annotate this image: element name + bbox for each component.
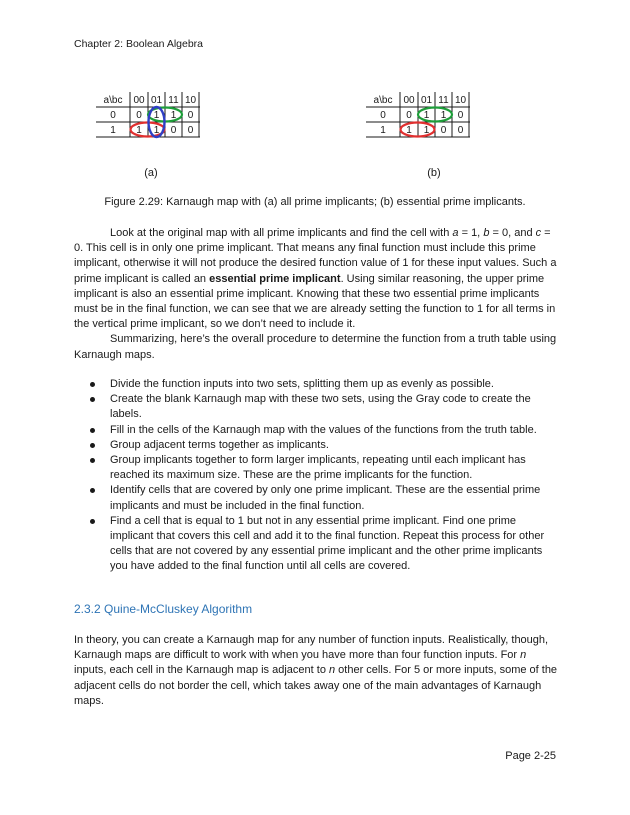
kmap-row-label: 1: [110, 125, 116, 136]
paragraph-quine-intro: [74, 633, 558, 709]
bullet-icon: [90, 382, 95, 387]
text-run: inputs, each cell in the Karnaugh map is adjacent to: [74, 664, 329, 677]
kmap-row-label: 0: [380, 110, 386, 121]
text-run: = 1,: [458, 227, 484, 239]
procedure-list: [74, 377, 558, 575]
list-item: [74, 423, 558, 438]
bullet-icon: [90, 443, 95, 448]
bullet-icon: [90, 488, 95, 493]
list-item-text: Group adjacent terms together as implicants.: [110, 438, 329, 451]
list-item: [74, 514, 558, 575]
kmap-cell: 0: [187, 110, 194, 121]
chapter-header: Chapter 2: Boolean Algebra: [74, 38, 204, 50]
list-item: [74, 377, 558, 392]
kmap-cell: 0: [170, 125, 177, 136]
bullet-icon: [90, 397, 95, 402]
kmap-cell: 1: [423, 110, 430, 121]
body-text-block: [74, 633, 558, 709]
kmap-b-grid: [366, 92, 476, 142]
paragraph-summary: Summarizing, here’s the overall procedure to determine the function from a truth table using Karnaugh maps.: [74, 333, 557, 361]
list-item-text: Identify cells that are covered by only one prime implicant. These are the essential prime implicants and must be included in the final function.: [110, 484, 541, 512]
list-item-text: Create the blank Karnaugh map with these two sets, using the Gray code to create the labels.: [110, 393, 531, 421]
kmap-cell: 0: [136, 110, 142, 121]
kmap-col-label: 01: [420, 95, 433, 106]
kmap-cell: 0: [457, 110, 464, 121]
section-heading: 2.3.2 Quine-McCluskey Algorithm: [74, 602, 253, 616]
kmap-a: [96, 92, 206, 142]
list-item-text: Find a cell that is equal to 1 but not in any essential prime implicant. Find one prime implicant that covers this cell and add it to the final function. Repeat this process for other cells that are not covered by any essential prime implicant and the other prime implicants you have added to the final function until all cells are covered.: [110, 514, 545, 573]
list-item-text: Divide the function inputs into two sets, splitting them up as evenly as possible.: [110, 378, 494, 390]
kmap-col-label: 10: [184, 95, 197, 106]
variable-n: n: [520, 649, 527, 662]
list-item: [74, 483, 558, 513]
kmap-cell: 1: [153, 125, 160, 136]
kmap-corner-label: a\bc: [103, 95, 123, 106]
kmap-col-label: 00: [403, 95, 415, 106]
kmap-col-label: 11: [438, 95, 449, 106]
variable-b: b: [483, 227, 490, 239]
list-item: [74, 453, 558, 483]
kmap-cell: 1: [170, 110, 177, 121]
kmap-cell: 0: [406, 110, 412, 121]
figure-sublabel-b: (b): [427, 167, 441, 179]
kmap-cell: 1: [136, 125, 142, 136]
kmap-cell: 1: [406, 125, 412, 136]
text-run: In theory, you can create a Karnaugh map for any number of function inputs. Realistically, though, Karnaugh maps are difficult to work with when you have more than four function inputs. For: [74, 634, 549, 662]
figure-caption: Figure 2.29: Karnaugh map with (a) all prime implicants; (b) essential prime implicants.: [104, 196, 526, 208]
list-item-text: Fill in the cells of the Karnaugh map with the values of the functions from the truth table.: [110, 423, 537, 436]
kmap-a-grid: [96, 92, 206, 142]
kmap-cell: 1: [440, 110, 447, 121]
body-text-block: [74, 226, 558, 363]
kmap-row-label: 1: [380, 125, 386, 136]
text-run: other cells. For 5 or more inputs, some of the adjacent cells do not border the cell, which takes away one of the main advantages of Karnaugh maps.: [74, 664, 558, 707]
kmap-row-label: 0: [110, 110, 116, 121]
bullet-icon: [90, 428, 95, 433]
list-item: [74, 392, 558, 422]
kmap-b: [366, 92, 476, 142]
variable-n: n: [329, 664, 336, 677]
kmap-col-label: 11: [168, 95, 179, 106]
kmap-cell: 0: [187, 125, 194, 136]
paragraph-essential-prime: [74, 226, 558, 332]
kmap-corner-label: a\bc: [373, 95, 393, 106]
variable-c: c: [535, 227, 542, 239]
variable-a: a: [452, 227, 459, 239]
kmap-cell: 0: [457, 125, 464, 136]
kmap-cell: 1: [423, 125, 430, 136]
kmap-col-label: 10: [454, 95, 467, 106]
bullet-icon: [90, 519, 95, 524]
kmap-col-label: 00: [133, 95, 145, 106]
text-run: = 0, and: [489, 227, 536, 239]
list-item: [74, 438, 558, 453]
bold-term: essential prime implicant: [209, 272, 341, 285]
kmap-cell: 1: [153, 110, 160, 121]
figure-sublabel-a: (a): [144, 167, 158, 179]
bullet-icon: [90, 458, 95, 463]
page-number: Page 2-25: [505, 750, 556, 762]
text-run: Look at the original map with all prime implicants and find the cell with: [110, 227, 453, 239]
kmap-col-label: 01: [150, 95, 163, 106]
text-run: . Using similar reasoning, the upper prime implicant is also an essential prime implicant. Knowing that these two essential prime implicants must be in the final function, we can see that we are already setting the function to 1 for all terms in the vertical prime implicant, so we don’t need to include it.: [74, 272, 556, 331]
kmap-cell: 0: [440, 125, 447, 136]
list-item-text: Group implicants together to form larger implicants, repeating until each implicant has reached its maximum size. These are the prime implicants for the function.: [110, 454, 526, 482]
text-run: = 0. This cell is in only one prime implicant. That means any final function must include this prime implicant, otherwise it will not produce the desired function value of 1 for these input values. Such a prime implicant is called an: [74, 227, 557, 285]
